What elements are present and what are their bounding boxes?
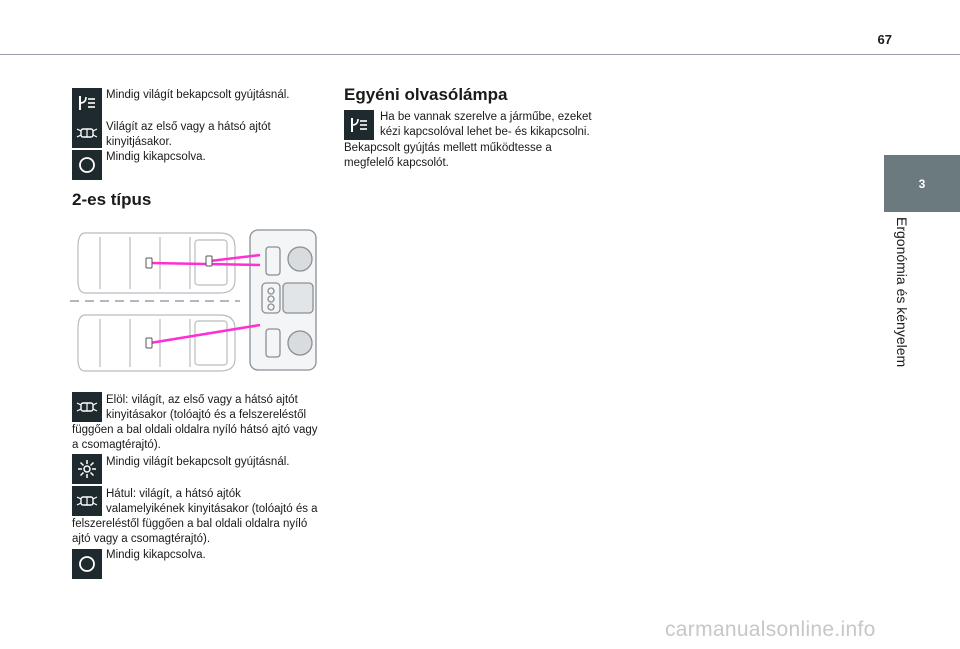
rear-text-d: ajtó vagy a csomagtérajtó). [72, 533, 211, 545]
front-text-a: Elöl: világít, az első vagy a hátsó ajtót [106, 394, 298, 406]
reading-lamp-heading: Egyéni olvasólámpa [344, 85, 508, 104]
light-off-icon [72, 549, 102, 579]
header-rule [0, 54, 960, 55]
always-on-text: Mindig világít bekapcsolt gyújtásnál. [106, 456, 290, 468]
front-text-d: a csomagtérajtó). [72, 439, 161, 451]
door-open-light-icon [72, 392, 102, 422]
sun-light-icon [72, 454, 102, 484]
reading-text-c: Bekapcsolt gyújtás mellett működtesse a [344, 142, 552, 154]
light-off-icon [72, 150, 102, 180]
item-door-a: Világít az első vagy a hátsó ajtót [106, 121, 271, 133]
door-open-light-icon [72, 118, 102, 148]
watermark: carmanualsonline.info [665, 618, 876, 641]
reading-text-a: Ha be vannak szerelve a járműbe, ezeket [380, 111, 592, 123]
interior-light-on-icon [72, 88, 102, 118]
item-always-on: Mindig világít bekapcsolt gyújtásnál. [106, 89, 290, 101]
type2-heading: 2-es típus [72, 190, 152, 209]
rear-text-c: felszereléstől függően a bal oldali oldalra nyíló [72, 518, 308, 530]
van-illustration [70, 225, 320, 375]
reading-text-d: megfelelő kapcsolót. [344, 157, 449, 169]
rear-text-b: valamelyikének kinyitásakor (tolóajtó és a [106, 503, 318, 515]
chapter-title [884, 212, 920, 372]
front-text-b: kinyitásakor (tolóajtó és a felszereléstől [106, 409, 307, 421]
front-text-c: függően a bal oldali oldalra nyíló hátsó ajtó vagy [72, 424, 318, 436]
item-door-b: kinyitjásakor. [106, 136, 172, 148]
door-open-light-icon [72, 486, 102, 516]
chapter-title-text: Ergonómia és kényelem [894, 216, 910, 368]
chapter-tab[interactable]: 3 [884, 155, 960, 212]
highlight-lines [150, 255, 260, 343]
interior-light-on-icon [344, 110, 374, 140]
rear-text-a: Hátul: világít, a hátsó ajtók [106, 488, 241, 500]
item-always-off: Mindig kikapcsolva. [106, 151, 206, 163]
reading-text-b: kézi kapcsolóval lehet be- és kikapcsolni. [380, 126, 590, 138]
always-off-text: Mindig kikapcsolva. [106, 549, 206, 561]
console-panel [250, 230, 316, 370]
page-number: 67 [877, 32, 892, 47]
